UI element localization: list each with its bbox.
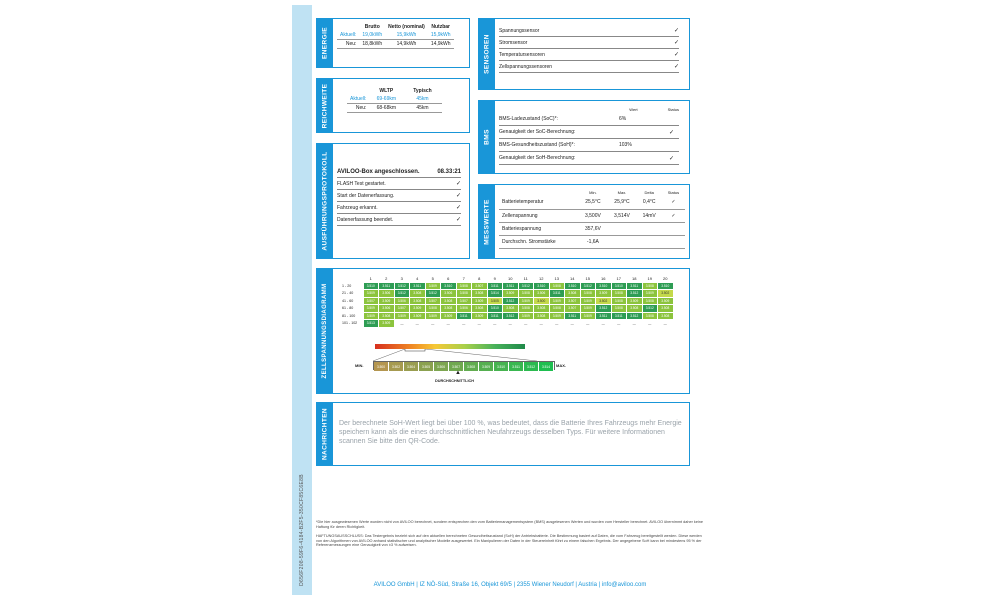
column-header: 17 [616, 276, 621, 282]
check-icon: ✓ [673, 64, 679, 70]
table-row: Durchschn. Stromstärke -1,6A [499, 235, 685, 248]
zoom-scale-step: 3.500 [374, 362, 389, 371]
table-row: Neu: 68-68km 45km [347, 104, 442, 113]
zoom-scale [373, 361, 555, 370]
zoom-scale-step: 3.507 [449, 362, 464, 371]
check-icon: ✓ [455, 205, 461, 211]
column-header: 9 [493, 276, 496, 282]
messwerte-tab: MESSWERTE [479, 185, 495, 258]
check-icon: ✓ [673, 52, 679, 58]
column-header: 13 [554, 276, 559, 282]
reichweite-card [316, 78, 470, 133]
cell-voltage: 3.508 [379, 312, 395, 320]
column-header: 6 [447, 276, 450, 282]
row-label: 21 - 40 [342, 291, 354, 296]
cell-voltage: 3.502 [658, 290, 674, 298]
footnotes: *Die hier ausgewiesenen Werte wurden nicht von AVILOO berechnet, sondern entsprechen den vom Batteriemanagementsystem (BMS) ausgelesenen Werten und wurden vom Hersteller berechnet. AVILOO übernimmt daher keine Haftung für deren Richtigkeit. HAFTUNGSAUSSCHLUSS: Das Testergebnis bezieht sich auf den aktuellen berechneten Gesundheitszustand (SoH) der Antriebsbatterie. Die Bestimmung basiert auf Daten, die vom Fahrzeug bereitgestellt werden. Diese werden von den Algorithmen von AVILOO anhand statistischer und analytischer Modelle ausgewertet. Ein Manipulieren der Daten in der Steuereinheit führt zu einem falschen Ergebnis. Der angegebene SoH kann bei mindestens 95 % der Referenzmessungen eine Genauigkeit von ±3 % aufweisen. [316, 520, 703, 548]
cell-voltage: 3.512 [394, 282, 410, 290]
nachrichten-tab: NACHRICHTEN [317, 403, 333, 465]
cell-voltage: 3.500 [534, 297, 550, 305]
cell-voltage: 3.509 [379, 297, 395, 305]
check-icon: ✓ [669, 155, 675, 162]
cell-voltage: 3.511 [611, 312, 627, 320]
cell-voltage: 3.509 [363, 305, 379, 313]
nachrichten-card [316, 402, 690, 466]
empty-cell: — [539, 321, 543, 326]
empty-cell: — [555, 321, 559, 326]
zoom-scale-step: 3.505 [419, 362, 434, 371]
empty-cell: — [648, 321, 652, 326]
table-row: Batterietemperatur 25,5°C 25,9°C 0,4°C ✓ [499, 196, 685, 209]
row-label: 101 - 102 [342, 321, 358, 326]
empty-cell: — [477, 321, 481, 326]
bms-tab: BMS [479, 101, 495, 173]
cell-voltage: 3.508 [441, 305, 457, 313]
cell-voltage: 3.508 [611, 290, 627, 298]
cell-voltage: 3.509 [658, 297, 674, 305]
cell-voltage: 3.506 [379, 305, 395, 313]
cell-voltage: 3.509 [549, 312, 565, 320]
cell-voltage: 3.508 [472, 290, 488, 298]
cell-voltage: 3.509 [472, 312, 488, 320]
empty-cell: — [663, 321, 667, 326]
reichweite-tab: REICHWEITE [317, 79, 333, 132]
cell-voltage: 3.509 [379, 320, 395, 328]
list-item: BMS-Gesundheitszustand (SoH)*: 103% [499, 139, 679, 152]
zoom-scale-step: 3.508 [464, 362, 479, 371]
protokoll-card [316, 143, 470, 259]
cell-voltage: 3.508 [503, 305, 519, 313]
empty-cell: — [570, 321, 574, 326]
table-row: Zellenspannung 3,500V 3,514V 14mV ✓ [499, 209, 685, 222]
cell-voltage: 3.511 [596, 312, 612, 320]
zoom-scale-step: 3.506 [434, 362, 449, 371]
cell-voltage: 3.507 [425, 297, 441, 305]
cell-voltage: 3.509 [503, 290, 519, 298]
protokoll-header: AVILOO-Box angeschlossen. 08.33:21 [337, 166, 461, 178]
check-icon: ✓ [662, 209, 685, 222]
cell-voltage: 3.508 [627, 305, 643, 313]
column-header: 11 [523, 276, 528, 282]
cell-voltage: 3.508 [441, 297, 457, 305]
cell-voltage: 3.508 [518, 305, 534, 313]
cell-voltage: 3.510 [658, 282, 674, 290]
cell-voltage: 3.507 [472, 282, 488, 290]
cell-voltage: 3.508 [565, 290, 581, 298]
table-row: Batteriespannung 357,6V [499, 222, 685, 235]
column-header: 3 [400, 276, 403, 282]
cell-voltage: 3.509 [627, 297, 643, 305]
cell-voltage: 3.507 [565, 297, 581, 305]
cell-voltage: 3.512 [394, 290, 410, 298]
empty-cell: — [415, 321, 419, 326]
list-item: FLASH Test gestartet. ✓ [337, 178, 461, 190]
cell-voltage: 3.509 [580, 305, 596, 313]
column-header: 19 [647, 276, 652, 282]
table-row [341, 297, 673, 305]
cell-voltage: 3.508 [658, 305, 674, 313]
cell-voltage: 3.510 [534, 282, 550, 290]
table-row: Aktuell: 69-69km 45km [347, 95, 442, 104]
cell-voltage: 3.509 [363, 290, 379, 298]
sensoren-card [478, 18, 690, 90]
cell-voltage: 3.511 [456, 312, 472, 320]
cell-voltage: 3.511 [627, 282, 643, 290]
empty-cell: — [400, 321, 404, 326]
row-label: 41 - 60 [342, 298, 354, 303]
cell-voltage: 3.509 [394, 312, 410, 320]
reichweite-table: WLTP Typisch Aktuell: 69-69km 45km Neu: 68-68km 45km [347, 87, 442, 113]
company-footer: AVILOO GmbH | IZ NÖ-Süd, Straße 16, Objekt 69/5 | 2355 Wiener Neudorf | Austria | info@aviloo.com [373, 582, 647, 588]
check-icon: ✓ [455, 193, 461, 199]
cell-voltage: 3.511 [487, 282, 503, 290]
cell-voltage-grid [341, 276, 674, 328]
cell-voltage: 3.512 [627, 290, 643, 298]
cell-voltage: 3.502 [596, 297, 612, 305]
list-item: Spannungssensor ✓ [499, 25, 679, 37]
row-label: 1 - 20 [342, 283, 352, 288]
check-icon: ✓ [673, 40, 679, 46]
cell-voltage: 3.508 [534, 305, 550, 313]
cell-voltage: 3.509 [549, 297, 565, 305]
zoom-scale-step: 3.514 [539, 362, 554, 371]
list-item: Fahrzeug erkannt. ✓ [337, 202, 461, 214]
empty-cell: — [493, 321, 497, 326]
cell-voltage: 3.508 [658, 312, 674, 320]
cell-voltage: 3.506 [379, 290, 395, 298]
cell-voltage: 3.508 [580, 290, 596, 298]
empty-cell: — [524, 321, 528, 326]
cell-voltage: 3.509 [425, 282, 441, 290]
cell-voltage: 3.512 [503, 297, 519, 305]
cell-voltage: 3.509 [410, 305, 426, 313]
empty-cell: — [431, 321, 435, 326]
cell-voltage: 3.510 [611, 282, 627, 290]
messwerte-table: Min. Max. Delta Status Batterietemperatur 25,5°C 25,9°C 0,4°C ✓ Zellenspannung 3,500V 3,514V 14mV ✓ Batteriespannung 357,6V Durchschn. Stromstärke -1,6A [499, 189, 685, 249]
column-header: 7 [462, 276, 465, 282]
column-header: 12 [539, 276, 544, 282]
cell-voltage: 3.508 [518, 290, 534, 298]
zoom-scale-step: 3.510 [494, 362, 509, 371]
cell-voltage: 3.505 [487, 297, 503, 305]
cell-voltage: 3.510 [565, 282, 581, 290]
cell-voltage: 3.512 [642, 305, 658, 313]
table-row: Aktuell: 19,0kWh 15,9kWh 15,9kWh [337, 31, 454, 40]
cell-voltage: 3.507 [394, 305, 410, 313]
column-header: 8 [478, 276, 481, 282]
check-icon: ✓ [669, 129, 675, 136]
message-text: Der berechnete SoH-Wert liegt bei über 100 %, was bedeutet, dass die Batterie Ihres Fahrzeugs mehr Energie speichern kann als die eines durchschnittlichen Neufahrzeugs desselben Typs. Für weitere Informationen scannen Sie bitte den QR-Code. [339, 420, 682, 445]
zellspannung-tab: ZELLSPANNUNGSDIAGRAMM [317, 269, 333, 393]
list-item: BMS-Ladezustand (SoC)*: 6% [499, 113, 679, 126]
cell-voltage: 3.508 [410, 297, 426, 305]
cell-voltage: 3.512 [503, 312, 519, 320]
empty-cell: — [586, 321, 590, 326]
zellspannung-card: ZELLSPANNUNGSDIAGRAMM 1 2 3 4 5 6 7 8 9 10 11 12 13 14 15 16 17 18 19 20 1 - 20 3.510 3.511 3.512 3.511 3.509 3.510 3.508 3.507 3.511 3.511 3.512 3.510 3.508 3.510 3.512 3.510 3.510 3.511 3.508 3.510 21 - 40 3.509 3.506 3.512 3.508 3.512 3.506 3.508 3.508 3.514 3.509 3.508 3.506 3.511 3.508 3.508 3.509 3.508 3.512 3.509 3.502 41 - 60 3.507 3.509 3.506 3.508 3.507 3.508 3.507 3.509 3.505 3.512 3.509 3.500 3.509 3.507 3.509 3.502 3.508 3.509 3.508 3.509 61 - 80 3.509 3.506 3.507 3.509 3.508 3.508 3.506 3.508 3.510 3.508 3.508 3.508 3.508 3.507 3.509 3.512 3.508 3.508 3.512 3.508 81 - 100 3.509 3.508 3.509 3.509 3.509 3.509 3.511 3.509 3.511 3.512 3.509 3.508 3.509 3.511 3.509 3.511 3.511 3.512 3.508 3.508 101 - 102 3.513 3.509 — — — — — — — — — — — — — — — — — — MIN. 3.500 3.502 3.504 3.505 3.506 3.507 3.508 3.509 3.510 3.511 3.512 3.514 MAX. ▲ DURCHSCHNITTLICH [316, 268, 690, 394]
check-icon: ✓ [455, 181, 461, 187]
cell-voltage: 3.511 [379, 282, 395, 290]
cell-voltage: 3.509 [642, 290, 658, 298]
cell-voltage: 3.509 [596, 290, 612, 298]
empty-cell: — [462, 321, 466, 326]
protokoll-tab: AUSFÜHRUNGSPROTOKOLL [317, 144, 333, 258]
check-icon: ✓ [673, 28, 679, 34]
cell-voltage: 3.506 [394, 297, 410, 305]
list-item: Zellspannungssensoren ✓ [499, 61, 679, 73]
row-label: 81 - 100 [342, 313, 356, 318]
cell-voltage: 3.508 [642, 312, 658, 320]
empty-cell: — [632, 321, 636, 326]
cell-voltage: 3.510 [363, 282, 379, 290]
cell-voltage: 3.512 [518, 282, 534, 290]
energie-card [316, 18, 470, 68]
cell-voltage: 3.510 [596, 282, 612, 290]
empty-cell: — [446, 321, 450, 326]
cell-voltage: 3.510 [487, 305, 503, 313]
sensoren-tab: SENSOREN [479, 19, 495, 89]
column-header: 5 [431, 276, 434, 282]
column-header: 10 [508, 276, 513, 282]
average-marker-icon: ▲ [455, 370, 461, 376]
cell-voltage: 3.508 [410, 290, 426, 298]
empty-cell: — [508, 321, 512, 326]
cell-voltage: 3.508 [642, 297, 658, 305]
zoom-scale-step: 3.509 [479, 362, 494, 371]
cell-voltage: 3.509 [518, 297, 534, 305]
cell-voltage: 3.512 [425, 290, 441, 298]
cell-voltage: 3.509 [425, 312, 441, 320]
cell-voltage: 3.510 [441, 282, 457, 290]
cell-voltage: 3.509 [363, 312, 379, 320]
cell-voltage: 3.512 [627, 312, 643, 320]
cell-voltage: 3.511 [410, 282, 426, 290]
cell-voltage: 3.507 [363, 297, 379, 305]
zoom-scale-step: 3.502 [389, 362, 404, 371]
energie-tab: ENERGIE [317, 19, 333, 67]
cell-voltage: 3.508 [456, 282, 472, 290]
cell-voltage: 3.506 [441, 290, 457, 298]
cell-voltage: 3.511 [565, 312, 581, 320]
check-icon: ✓ [662, 196, 685, 209]
cell-voltage: 3.508 [611, 297, 627, 305]
cell-voltage: 3.507 [456, 297, 472, 305]
table-row [341, 305, 673, 313]
table-row: Neu: 18,8kWh 14,9kWh 14,9kWh [337, 40, 454, 49]
cell-voltage: 3.512 [580, 282, 596, 290]
empty-cell: — [601, 321, 605, 326]
energie-table: Brutto Netto (nominal) Nutzbar Aktuell: 19,0kWh 15,9kWh 15,9kWh Neu: 18,8kWh 14,9kWh 14,9kWh [337, 23, 454, 49]
zoom-scale-step: 3.511 [509, 362, 524, 371]
zoom-scale-step: 3.512 [524, 362, 539, 371]
table-row [341, 320, 673, 328]
cell-voltage: 3.513 [363, 320, 379, 328]
row-label: 61 - 80 [342, 306, 354, 311]
cell-voltage: 3.511 [549, 290, 565, 298]
empty-cell: — [617, 321, 621, 326]
cell-voltage: 3.507 [565, 305, 581, 313]
zoom-scale-step: 3.504 [404, 362, 419, 371]
messwerte-card [478, 184, 690, 259]
column-header: 18 [632, 276, 637, 282]
cell-voltage: 3.511 [503, 282, 519, 290]
list-item: Datenerfassung beendet. ✓ [337, 214, 461, 226]
list-item: Temperatursensoren ✓ [499, 49, 679, 61]
cell-voltage: 3.509 [518, 312, 534, 320]
list-item: Genauigkeit der SoH-Berechnung: ✓ [499, 152, 679, 165]
column-header: 16 [601, 276, 606, 282]
cell-voltage: 3.509 [410, 312, 426, 320]
column-header: 1 [369, 276, 372, 282]
cell-voltage: 3.508 [472, 305, 488, 313]
cell-voltage: 3.509 [580, 297, 596, 305]
cell-voltage: 3.508 [534, 312, 550, 320]
cell-voltage: 3.508 [549, 282, 565, 290]
cell-voltage: 3.508 [549, 305, 565, 313]
cell-voltage: 3.508 [642, 282, 658, 290]
table-row [341, 290, 673, 298]
column-header: 2 [385, 276, 388, 282]
cell-voltage: 3.508 [611, 305, 627, 313]
cell-voltage: 3.509 [441, 312, 457, 320]
cell-voltage: 3.506 [534, 290, 550, 298]
cell-voltage: 3.511 [487, 312, 503, 320]
list-item: Stromsensor ✓ [499, 37, 679, 49]
list-item: Genauigkeit der SoC-Berechnung: ✓ [499, 126, 679, 139]
cell-voltage: 3.509 [472, 297, 488, 305]
cell-voltage: 3.512 [596, 305, 612, 313]
cell-voltage: 3.508 [456, 290, 472, 298]
cell-voltage: 3.509 [580, 312, 596, 320]
column-header: 4 [416, 276, 419, 282]
column-header: 15 [585, 276, 590, 282]
cell-voltage: 3.506 [456, 305, 472, 313]
cell-voltage: 3.514 [487, 290, 503, 298]
table-row [341, 282, 673, 290]
check-icon: ✓ [455, 217, 461, 223]
document-id: D656F208-59F6-4184-B2F5-350CF85C6E8B [299, 474, 305, 586]
column-header: 20 [663, 276, 668, 282]
list-item: Start der Datenerfassung. ✓ [337, 190, 461, 202]
column-header: 14 [570, 276, 575, 282]
bms-card: BMS Wert Status BMS-Ladezustand (SoC)*: 6% Genauigkeit der SoC-Berechnung: ✓ BMS-Gesundheitszustand (SoH)*: 103% Genauigkeit der SoH-Berechnung: ✓ [478, 100, 690, 174]
cell-voltage: 3.508 [425, 305, 441, 313]
table-row [341, 312, 673, 320]
